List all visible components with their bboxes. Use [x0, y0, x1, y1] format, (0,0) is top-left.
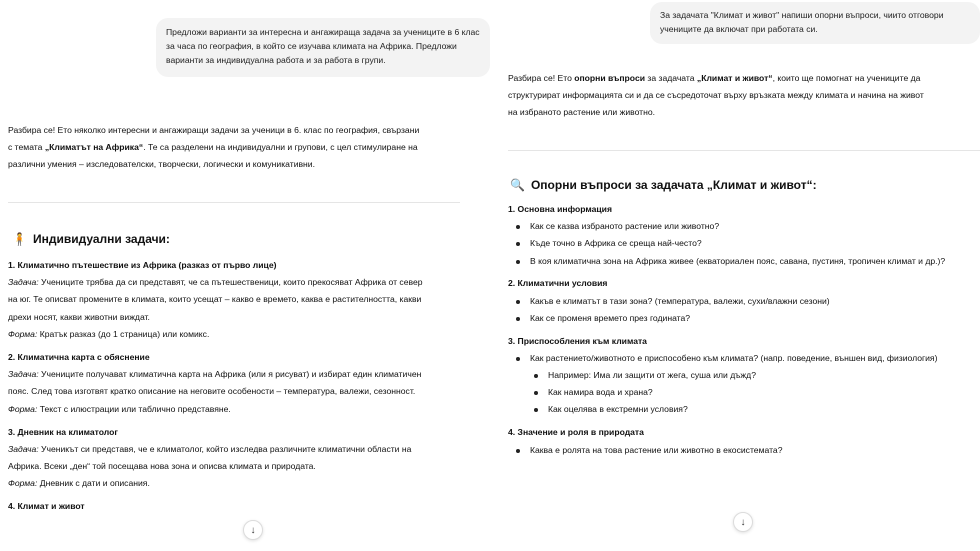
heading-text: Индивидуални задачи: — [32, 232, 170, 246]
task-title: 4. Климат и живот — [8, 501, 85, 512]
task-form-line — [8, 326, 490, 343]
task-text-line — [8, 441, 490, 458]
intro-text: на избраното растение или животно. — [508, 106, 656, 117]
intro-bold: „Климатът на Африка“ — [44, 141, 144, 152]
person-icon: 🧍 — [12, 232, 27, 246]
intro-text: , които ще помогнат на учениците да — [772, 73, 921, 83]
task-item — [8, 257, 490, 343]
magnifier-icon: 🔍 — [510, 178, 525, 192]
intro-bold: опорни въпроси — [574, 73, 646, 83]
task-text: пояс. След това изготвят кратко описание на неговите особености – температура, валежи, сезонност. — [8, 386, 416, 397]
question-section-title: 1. Основна информация — [508, 204, 612, 214]
task-title: 3. Дневник на климатолог — [8, 426, 118, 437]
question-section-title: 2. Климатични условия — [508, 278, 608, 289]
task-label: Задача: — [8, 443, 39, 454]
user-message-text: Предложи варианти за интересна и ангажираща задача за учениците в 6 клас за часа по география, в който се изучава климата на Африка. Предложи варианти за индивидуална работа и за работа в групи. — [166, 27, 480, 66]
question-item: В коя климатична зона на Африка живее (екваториален пояс, савана, пустиня, тропичен климат и др.)? — [508, 253, 980, 270]
question-section-title: 4. Значение и роля в природата — [508, 427, 644, 438]
assistant-intro — [8, 122, 490, 172]
user-message-bubble — [156, 18, 490, 77]
task-title: 2. Климатична карта с обяснение — [8, 351, 150, 362]
question-item: Къде точно в Африка се среща най-често? — [508, 235, 980, 252]
intro-text: Разбира се! Ето — [508, 73, 575, 83]
form-label: Форма: — [8, 403, 38, 414]
question-section-title: 3. Приспособления към климата — [508, 335, 647, 346]
task-label: Задача: — [8, 369, 39, 380]
intro-text: структурират информацията си и да се съсредоточат върху връзката между климата и начина на живот — [508, 89, 924, 100]
question-subitem: Как намира вода и храна? — [508, 384, 980, 401]
heading-text: Опорни въпроси за задачата „Климат и живот“: — [530, 178, 817, 192]
task-title: 1. Климатично пътешествие из Африка (разказ от първо лице) — [8, 260, 277, 270]
intro-bold: „Климат и живот“ — [696, 73, 773, 83]
task-text: Ученикът си представя, че е климатолог, който изследва различните климатични области на — [38, 443, 412, 454]
intro-text: . Те са разделени на индивидуални и групови, с цел стимулиране на — [143, 141, 418, 152]
question-item: Каква е ролята на това растение или животно в екосистемата? — [508, 442, 980, 459]
question-item: Какъв е климатът в тази зона? (температура, валежи, сухи/влажни сезони) — [508, 293, 980, 310]
user-message-text: За задачата "Климат и живот" напиши опорни въпроси, чиито отговори учениците да включат при работата си. — [660, 10, 944, 35]
task-label: Задача: — [8, 277, 39, 288]
task-item — [8, 498, 490, 515]
divider — [8, 202, 460, 203]
task-text-line — [8, 366, 490, 383]
assistant-intro — [508, 70, 980, 120]
task-item — [8, 424, 490, 493]
form-label: Форма: — [8, 478, 38, 489]
task-text: Учениците получават климатична карта на Африка (или я рисуват) и избират един климатичен — [38, 369, 422, 380]
question-item: Как растението/животното е приспособено към климата? (напр. поведение, външен вид, физиология) — [508, 350, 980, 367]
intro-text: с темата — [8, 141, 45, 152]
question-item: Как се казва избраното растение или животно? — [508, 218, 980, 235]
intro-text: за задачата — [645, 73, 697, 83]
task-text-line — [8, 274, 490, 291]
task-text: дрехи носят, какви животни виждат. — [8, 311, 150, 322]
task-form-line — [8, 475, 490, 492]
scroll-down-button[interactable] — [733, 512, 753, 532]
scroll-down-button[interactable] — [243, 520, 263, 540]
form-text: Текст с илюстрации или таблично представяне. — [37, 403, 231, 414]
user-message-bubble — [650, 2, 980, 44]
form-label: Форма: — [8, 328, 38, 339]
task-text: Учениците трябва да си представят, че са пътешественици, които прекосяват Африка от север — [38, 277, 423, 288]
divider — [508, 150, 980, 151]
intro-text: Разбира се! Ето няколко интересни и ангажиращи задачи за ученици в 6. клас по география, свързани — [8, 125, 420, 135]
task-text: Африка. Всеки „ден“ той посещава нова зона и описва климата и природата. — [8, 461, 316, 472]
task-text: на юг. Те описват промените в климата, които усещат – какво е времето, каква е растителността, какви — [8, 294, 422, 305]
task-item — [8, 349, 490, 418]
questions-list — [508, 201, 980, 459]
tasks-list — [8, 257, 490, 516]
form-text: Кратък разказ (до 1 страница) или комикс. — [37, 328, 210, 339]
section-heading — [12, 230, 170, 248]
question-subitem: Например: Има ли защити от жега, суша или дъжд? — [508, 367, 980, 384]
right-chat-panel — [500, 0, 980, 551]
section-heading — [510, 176, 817, 194]
arrow-down-icon: ↓ — [740, 516, 746, 528]
arrow-down-icon: ↓ — [250, 524, 256, 536]
question-subitem: Как оцелява в екстремни условия? — [508, 401, 980, 418]
task-form-line — [8, 401, 490, 418]
intro-text: различни умения – изследователски, творчески, логически и комуникативни. — [8, 158, 315, 169]
question-item: Как се променя времето през годината? — [508, 310, 980, 327]
form-text: Дневник с дати и описания. — [37, 478, 150, 489]
